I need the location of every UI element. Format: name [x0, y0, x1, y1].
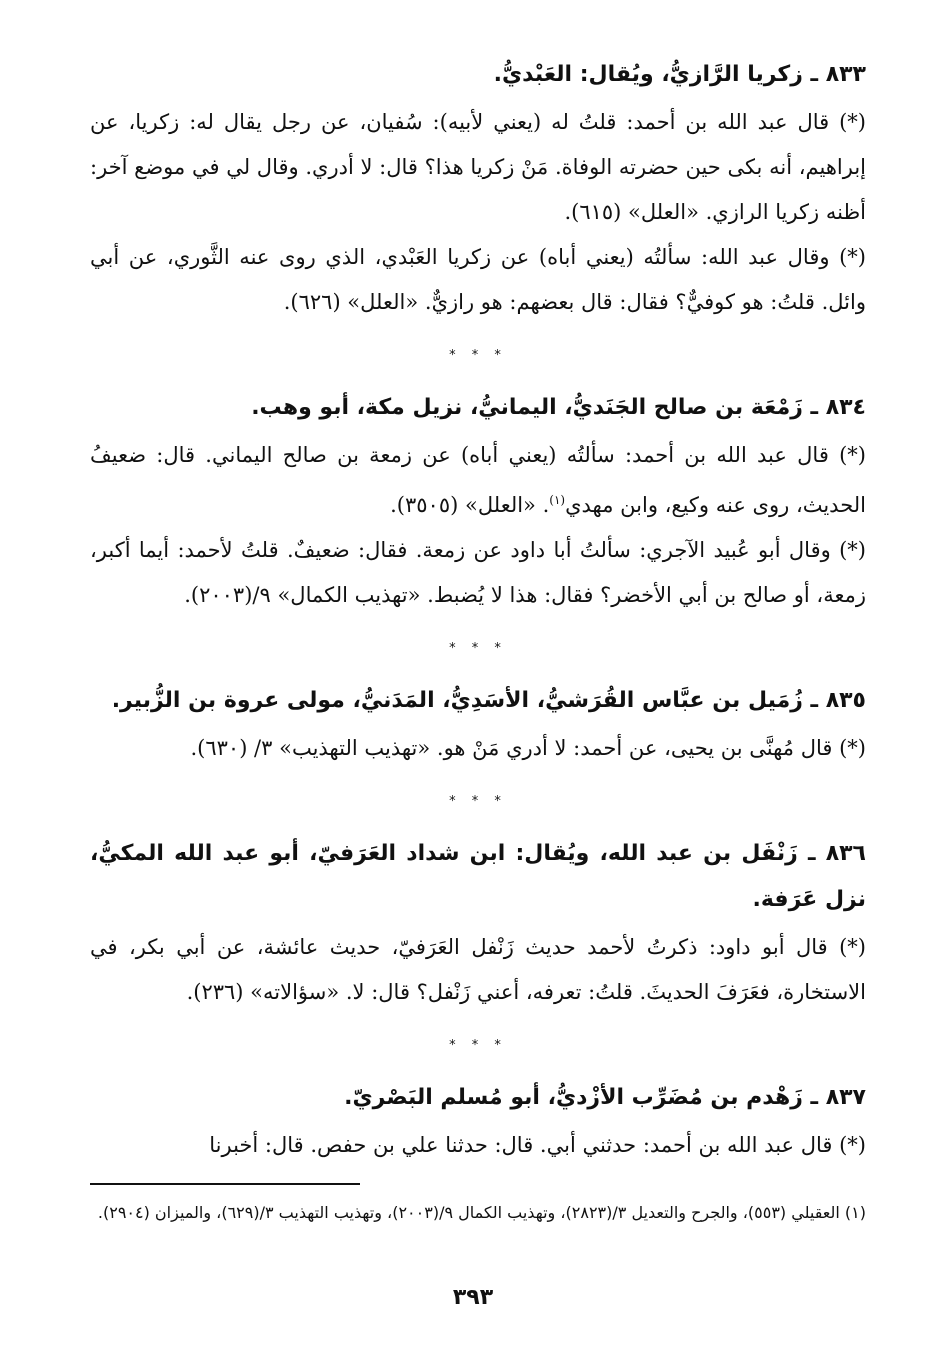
page-number: ٣٩٣ [452, 1285, 494, 1310]
paragraph-text: . «العلل» (٣٥٠٥). [390, 493, 550, 517]
footnote: (١) العقيلي (٥٥٣)، والجرح والتعديل ٣/(٢٨٢٣)، وتهذيب الكمال ٩/(٢٠٠٣)، وتهذيب التهذيب ٣/(٦٢٩)، والميزان (٢٩٠٤). [97, 1203, 866, 1222]
entry-paragraph [90, 433, 866, 528]
entry-paragraph: (*) وقال عبد الله: سألتُه (يعني أباه) عن زكريا العَبْدي، الذي روى عنه الثَّوري، عن أبي وائل. قلتُ: هو كوفيٌّ؟ فقال: قال بعضهم: هو رازيٌّ. «العلل» (٦٢٦). [90, 245, 866, 314]
entry-paragraph: (*) قال عبد الله بن أحمد: حدثني أبي. قال: حدثنا علي بن حفص. قال: أخبرنا [209, 1133, 866, 1157]
entry-833 [90, 52, 866, 325]
section-separator: * * * [449, 641, 507, 656]
entry-837 [90, 1075, 866, 1168]
entry-paragraph: (*) قال أبو داود: ذكرتُ لأحمد حديث زَنْفل العَرَفيّ، حديث عائشة، عن أبي بكر، في الاستخارة، فعَرَفَ الحديثَ. قلتُ: تعرفه، أعني زَنْفل؟ قال: لا. «سؤالاته» (٢٣٦). [90, 935, 866, 1004]
entry-paragraph: (*) قال عبد الله بن أحمد: قلتُ له (يعني لأبيه): سُفيان، عن رجل يقال له: زكريا، عن إبراهيم، أنه بكى حين حضرته الوفاة. مَنْ زكريا هذا؟ قال: لا أدري. وقال لي في موضع آخر: أظنه زكريا الرازي. «العلل» (٦١٥). [90, 110, 866, 224]
entry-heading: ٨٣٣ ـ زكريا الرَّازيُّ، ويُقال: العَبْديُّ. [493, 62, 866, 87]
section-separator: * * * [449, 794, 507, 809]
entry-paragraph: (*) قال مُهنَّى بن يحيى، عن أحمد: لا أدري مَنْ هو. «تهذيب التهذيب» ٣/ (٦٣٠). [190, 736, 866, 760]
entry-835 [90, 678, 866, 771]
footnote-divider [90, 1183, 360, 1185]
entry-834 [90, 385, 866, 618]
entry-heading: ٨٣٤ ـ زَمْعَة بن صالح الجَنَديُّ، اليمانيُّ، نزيل مكة، أبو وهب. [251, 395, 866, 420]
paragraph-text: (*) قال عبد الله بن أحمد: سألتُه (يعني أباه) عن زمعة بن صالح اليماني. قال: ضعيفُ الحديث، روى عنه وكيع، وابن مهدي [90, 443, 866, 517]
book-page [90, 52, 866, 1168]
entry-heading: ٨٣٦ ـ زَنْفَل بن عبد الله، ويُقال: ابن شداد العَرَفيّ، أبو عبد الله المكيُّ، نزل عَرَفة. [90, 841, 866, 912]
section-separator: * * * [449, 1038, 507, 1053]
entry-836 [90, 831, 866, 1015]
entry-heading: ٨٣٧ ـ زَهْدم بن مُضَرِّب الأزْديُّ، أبو مُسلم البَصْريّ. [344, 1085, 866, 1110]
section-separator: * * * [449, 348, 507, 363]
entry-heading: ٨٣٥ ـ زُمَيل بن عبَّاس القُرَشيُّ، الأسَدِيُّ، المَدَنيُّ، مولى عروة بن الزُّبير. [111, 688, 866, 713]
entry-paragraph: (*) وقال أبو عُبيد الآجري: سألتُ أبا داود عن زمعة. فقال: ضعيفٌ. قلتُ لأحمد: أيما أكبر، زمعة، أو صالح بن أبي الأخضر؟ فقال: هذا لا يُضبط. «تهذيب الكمال» ٩/(٢٠٠٣). [90, 538, 866, 607]
footnote-reference[interactable]: (١) [549, 493, 566, 507]
